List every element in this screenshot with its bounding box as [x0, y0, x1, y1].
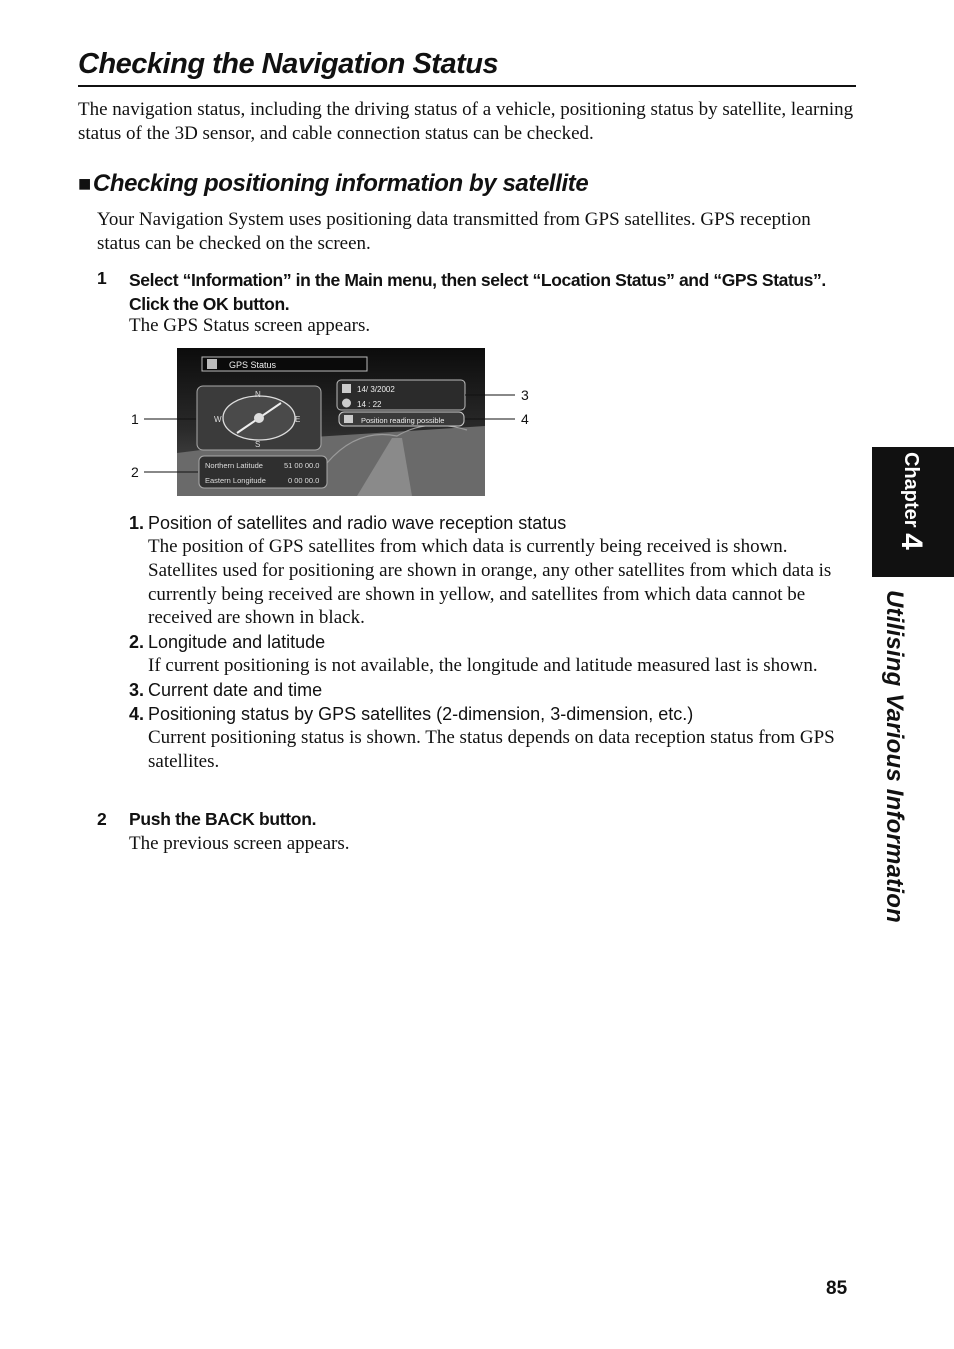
item-number: 3.	[129, 679, 145, 700]
item-number: 1.	[129, 513, 145, 533]
callout-3: 3	[521, 387, 529, 403]
step-1-number: 1	[97, 268, 107, 288]
lat-value: 51 00 00.0	[284, 461, 320, 470]
step-1-instruction: Select “Information” in the Main menu, then select “Location Status” and “GPS Status”. Click the OK button.	[129, 270, 826, 314]
screen-time: 14 : 22	[357, 400, 382, 409]
item-number: 2.	[129, 632, 145, 653]
lon-label: Eastern Longitude	[205, 476, 266, 485]
step-1-result: The GPS Status screen appears.	[129, 315, 371, 336]
chapter-number: 4	[895, 533, 928, 550]
intro-paragraph: The navigation status, including the driving status of a vehicle, positioning status by satellite, learning status of the 3D sensor, and cable connection status can be checked.	[78, 99, 854, 144]
chapter-label: Chapter	[900, 452, 922, 528]
item-description: The position of GPS satellites from which data is currently being received is shown. Satellites used for positioning are shown in orange, any other satellites from which data is currently being received are shown in yellow, and satellites from which data cannot be received are shown in black.	[148, 536, 832, 629]
compass-n: N	[255, 390, 261, 399]
list-item	[129, 702, 859, 726]
chapter-tab-label	[894, 452, 928, 550]
screen-date: 14/ 3/2002	[357, 385, 395, 394]
item-description: If current positioning is not available, the longitude and latitude measured last is shown.	[148, 655, 818, 677]
step-2-number: 2	[97, 809, 107, 829]
step-2-result: The previous screen appears.	[129, 833, 350, 854]
chapter-title: Utilising Various Information	[881, 590, 908, 923]
callout-lines	[128, 380, 548, 490]
gps-header-icon	[207, 359, 217, 369]
list-item	[129, 630, 859, 654]
step-2-instruction: Push the BACK button.	[129, 809, 317, 829]
section-heading	[78, 170, 588, 198]
list-item	[129, 511, 859, 535]
item-heading: Positioning status by GPS satellites (2-dimension, 3-dimension, etc.)	[148, 703, 694, 724]
lat-label: Northern Latitude	[205, 461, 263, 470]
callout-1: 1	[131, 411, 139, 427]
item-heading: Position of satellites and radio wave reception status	[148, 513, 567, 533]
section-marker: ■	[78, 171, 91, 196]
screen-status: Position reading possible	[361, 416, 445, 425]
list-item	[129, 678, 859, 702]
item-description: Current positioning status is shown. The status depends on data reception status from GPS satellites.	[148, 726, 835, 772]
compass-e: E	[295, 415, 301, 424]
item-heading: Longitude and latitude	[148, 632, 326, 653]
page-number: 85	[826, 1278, 848, 1299]
callout-2: 2	[131, 464, 139, 480]
gps-header-text: GPS Status	[229, 360, 277, 370]
item-list	[129, 511, 859, 774]
item-heading: Current date and time	[148, 679, 323, 700]
page-title: Checking the Navigation Status	[78, 48, 856, 87]
compass-s: S	[255, 440, 261, 449]
compass-w: W	[214, 415, 222, 424]
section-body: Your Navigation System uses positioning data transmitted from GPS satellites. GPS reception status can be checked on the screen.	[97, 209, 811, 254]
callout-4: 4	[521, 411, 529, 427]
item-number: 4.	[129, 703, 145, 724]
lon-value: 0 00 00.0	[288, 476, 320, 485]
section-heading-text: Checking positioning information by satellite	[92, 170, 589, 197]
